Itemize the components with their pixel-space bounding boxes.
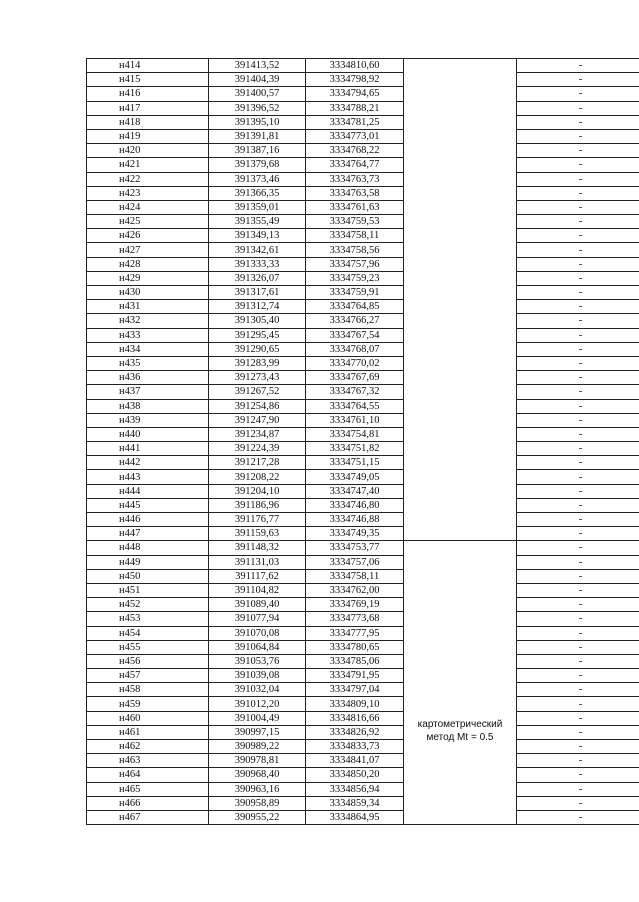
x-coordinate-cell: 391317,61 [209,286,306,300]
y-coordinate-cell: 3334816,66 [306,711,404,725]
error-cell: - [517,640,639,654]
x-coordinate-cell: 391413,52 [209,59,306,73]
y-coordinate-cell: 3334767,69 [306,371,404,385]
coordinates-table [86,58,639,825]
y-coordinate-cell: 3334763,73 [306,172,404,186]
table-row [87,371,639,385]
y-coordinate-cell: 3334764,55 [306,399,404,413]
error-cell: - [517,513,639,527]
x-coordinate-cell: 391148,32 [209,541,306,555]
y-coordinate-cell: 3334785,06 [306,654,404,668]
table-row [87,286,639,300]
table-row [87,356,639,370]
x-coordinate-cell: 391349,13 [209,229,306,243]
y-coordinate-cell: 3334761,10 [306,413,404,427]
x-coordinate-cell: 391333,33 [209,257,306,271]
point-name-cell: н463 [87,754,209,768]
point-name-cell: н443 [87,470,209,484]
point-name-cell: н432 [87,314,209,328]
x-coordinate-cell: 390978,81 [209,754,306,768]
point-name-cell: н441 [87,442,209,456]
x-coordinate-cell: 391267,52 [209,385,306,399]
x-coordinate-cell: 391387,16 [209,144,306,158]
point-name-cell: н414 [87,59,209,73]
point-name-cell: н430 [87,286,209,300]
y-coordinate-cell: 3334757,96 [306,257,404,271]
table-row [87,172,639,186]
table-row [87,796,639,810]
point-name-cell: н419 [87,129,209,143]
point-name-cell: н436 [87,371,209,385]
y-coordinate-cell: 3334766,27 [306,314,404,328]
error-cell: - [517,286,639,300]
point-name-cell: н466 [87,796,209,810]
table-row [87,243,639,257]
method-line-2: метод Mt = 0.5 [426,731,494,743]
y-coordinate-cell: 3334826,92 [306,725,404,739]
point-name-cell: н416 [87,87,209,101]
error-cell: - [517,229,639,243]
x-coordinate-cell: 391176,77 [209,513,306,527]
table-row [87,215,639,229]
y-coordinate-cell: 3334746,88 [306,513,404,527]
point-name-cell: н439 [87,413,209,427]
error-cell: - [517,59,639,73]
table-row [87,598,639,612]
table-row [87,129,639,143]
y-coordinate-cell: 3334767,54 [306,328,404,342]
y-coordinate-cell: 3334809,10 [306,697,404,711]
error-cell: - [517,612,639,626]
table-row [87,456,639,470]
point-name-cell: н440 [87,427,209,441]
error-cell: - [517,385,639,399]
error-cell: - [517,129,639,143]
table-row [87,626,639,640]
error-cell: - [517,782,639,796]
point-name-cell: н444 [87,484,209,498]
x-coordinate-cell: 390997,15 [209,725,306,739]
table-row [87,229,639,243]
table-row [87,555,639,569]
point-name-cell: н428 [87,257,209,271]
error-cell: - [517,371,639,385]
error-cell: - [517,541,639,555]
error-cell: - [517,200,639,214]
x-coordinate-cell: 391234,87 [209,427,306,441]
point-name-cell: н424 [87,200,209,214]
x-coordinate-cell: 391404,39 [209,73,306,87]
y-coordinate-cell: 3334749,05 [306,470,404,484]
y-coordinate-cell: 3334749,35 [306,527,404,541]
error-cell: - [517,768,639,782]
point-name-cell: н437 [87,385,209,399]
y-coordinate-cell: 3334758,11 [306,229,404,243]
point-name-cell: н453 [87,612,209,626]
table-row [87,87,639,101]
x-coordinate-cell: 391070,08 [209,626,306,640]
point-name-cell: н457 [87,669,209,683]
table-row [87,314,639,328]
x-coordinate-cell: 391224,39 [209,442,306,456]
error-cell: - [517,626,639,640]
point-name-cell: н422 [87,172,209,186]
point-name-cell: н446 [87,513,209,527]
table-row [87,442,639,456]
y-coordinate-cell: 3334788,21 [306,101,404,115]
error-cell: - [517,342,639,356]
x-coordinate-cell: 391395,10 [209,115,306,129]
point-name-cell: н450 [87,569,209,583]
point-name-cell: н420 [87,144,209,158]
method-text [404,622,516,744]
point-name-cell: н417 [87,101,209,115]
x-coordinate-cell: 391208,22 [209,470,306,484]
point-name-cell: н459 [87,697,209,711]
x-coordinate-cell: 391117,62 [209,569,306,583]
y-coordinate-cell: 3334841,07 [306,754,404,768]
table-row [87,158,639,172]
x-coordinate-cell: 391373,46 [209,172,306,186]
error-cell: - [517,754,639,768]
y-coordinate-cell: 3334746,80 [306,498,404,512]
table-row [87,101,639,115]
point-name-cell: н458 [87,683,209,697]
point-name-cell: н460 [87,711,209,725]
coordinates-table-body [87,59,639,825]
y-coordinate-cell: 3334810,60 [306,59,404,73]
point-name-cell: н465 [87,782,209,796]
table-row [87,300,639,314]
x-coordinate-cell: 391064,84 [209,640,306,654]
table-row [87,683,639,697]
table-row [87,569,639,583]
error-cell: - [517,697,639,711]
x-coordinate-cell: 391089,40 [209,598,306,612]
table-row [87,541,639,555]
table-row [87,697,639,711]
x-coordinate-cell: 390989,22 [209,740,306,754]
x-coordinate-cell: 391366,35 [209,186,306,200]
error-cell: - [517,356,639,370]
error-cell: - [517,740,639,754]
point-name-cell: н442 [87,456,209,470]
table-row [87,484,639,498]
y-coordinate-cell: 3334763,58 [306,186,404,200]
error-cell: - [517,271,639,285]
x-coordinate-cell: 391295,45 [209,328,306,342]
x-coordinate-cell: 391290,65 [209,342,306,356]
x-coordinate-cell: 391217,28 [209,456,306,470]
y-coordinate-cell: 3334770,02 [306,356,404,370]
error-cell: - [517,158,639,172]
error-cell: - [517,583,639,597]
table-row [87,470,639,484]
error-cell: - [517,683,639,697]
y-coordinate-cell: 3334773,01 [306,129,404,143]
y-coordinate-cell: 3334754,81 [306,427,404,441]
error-cell: - [517,257,639,271]
y-coordinate-cell: 3334777,95 [306,626,404,640]
error-cell: - [517,669,639,683]
point-name-cell: н461 [87,725,209,739]
point-name-cell: н452 [87,598,209,612]
y-coordinate-cell: 3334864,95 [306,810,404,824]
x-coordinate-cell: 391342,61 [209,243,306,257]
point-name-cell: н445 [87,498,209,512]
error-cell: - [517,470,639,484]
point-name-cell: н454 [87,626,209,640]
y-coordinate-cell: 3334761,63 [306,200,404,214]
table-row [87,413,639,427]
error-cell: - [517,711,639,725]
table-row [87,342,639,356]
x-coordinate-cell: 391159,63 [209,527,306,541]
table-row [87,654,639,668]
error-cell: - [517,527,639,541]
y-coordinate-cell: 3334773,68 [306,612,404,626]
table-row [87,810,639,824]
y-coordinate-cell: 3334856,94 [306,782,404,796]
y-coordinate-cell: 3334764,77 [306,158,404,172]
y-coordinate-cell: 3334759,91 [306,286,404,300]
error-cell: - [517,427,639,441]
x-coordinate-cell: 390955,22 [209,810,306,824]
error-cell: - [517,654,639,668]
error-cell: - [517,144,639,158]
y-coordinate-cell: 3334767,32 [306,385,404,399]
x-coordinate-cell: 391131,03 [209,555,306,569]
y-coordinate-cell: 3334769,19 [306,598,404,612]
table-row [87,144,639,158]
y-coordinate-cell: 3334762,00 [306,583,404,597]
error-cell: - [517,172,639,186]
table-row [87,711,639,725]
table-row [87,640,639,654]
method-line-1: картометрический [417,718,503,730]
y-coordinate-cell: 3334859,34 [306,796,404,810]
table-row [87,385,639,399]
error-cell: - [517,87,639,101]
error-cell: - [517,101,639,115]
table-row [87,669,639,683]
error-cell: - [517,328,639,342]
error-cell: - [517,399,639,413]
table-row [87,768,639,782]
table-row [87,754,639,768]
y-coordinate-cell: 3334747,40 [306,484,404,498]
error-cell: - [517,598,639,612]
point-name-cell: н462 [87,740,209,754]
y-coordinate-cell: 3334751,15 [306,456,404,470]
point-name-cell: н433 [87,328,209,342]
table-row [87,740,639,754]
x-coordinate-cell: 391312,74 [209,300,306,314]
table-row [87,612,639,626]
error-cell: - [517,456,639,470]
error-cell: - [517,725,639,739]
error-cell: - [517,484,639,498]
x-coordinate-cell: 391396,52 [209,101,306,115]
table-row [87,115,639,129]
y-coordinate-cell: 3334768,22 [306,144,404,158]
point-name-cell: н426 [87,229,209,243]
point-name-cell: н431 [87,300,209,314]
x-coordinate-cell: 391379,68 [209,158,306,172]
error-cell: - [517,498,639,512]
x-coordinate-cell: 391359,01 [209,200,306,214]
y-coordinate-cell: 3334794,65 [306,87,404,101]
point-name-cell: н427 [87,243,209,257]
y-coordinate-cell: 3334759,23 [306,271,404,285]
point-name-cell: н451 [87,583,209,597]
table-row [87,257,639,271]
x-coordinate-cell: 391326,07 [209,271,306,285]
point-name-cell: н421 [87,158,209,172]
x-coordinate-cell: 390958,89 [209,796,306,810]
x-coordinate-cell: 391053,76 [209,654,306,668]
x-coordinate-cell: 391305,40 [209,314,306,328]
x-coordinate-cell: 391247,90 [209,413,306,427]
point-name-cell: н435 [87,356,209,370]
error-cell: - [517,442,639,456]
point-name-cell: н423 [87,186,209,200]
error-cell: - [517,555,639,569]
y-coordinate-cell: 3334751,82 [306,442,404,456]
x-coordinate-cell: 391004,49 [209,711,306,725]
x-coordinate-cell: 391273,43 [209,371,306,385]
table-row [87,200,639,214]
error-cell: - [517,215,639,229]
point-name-cell: н456 [87,654,209,668]
y-coordinate-cell: 3334757,06 [306,555,404,569]
point-name-cell: н449 [87,555,209,569]
x-coordinate-cell: 391204,10 [209,484,306,498]
y-coordinate-cell: 3334833,73 [306,740,404,754]
point-name-cell: н429 [87,271,209,285]
error-cell: - [517,569,639,583]
x-coordinate-cell: 391283,99 [209,356,306,370]
y-coordinate-cell: 3334759,53 [306,215,404,229]
point-name-cell: н464 [87,768,209,782]
y-coordinate-cell: 3334797,04 [306,683,404,697]
x-coordinate-cell: 391355,49 [209,215,306,229]
method-cell [404,541,517,825]
table-row [87,782,639,796]
table-row [87,498,639,512]
y-coordinate-cell: 3334764,85 [306,300,404,314]
error-cell: - [517,314,639,328]
y-coordinate-cell: 3334780,65 [306,640,404,654]
table-row [87,328,639,342]
x-coordinate-cell: 391039,08 [209,669,306,683]
error-cell: - [517,413,639,427]
point-name-cell: н425 [87,215,209,229]
error-cell: - [517,810,639,824]
x-coordinate-cell: 391254,86 [209,399,306,413]
error-cell: - [517,73,639,87]
y-coordinate-cell: 3334781,25 [306,115,404,129]
point-name-cell: н434 [87,342,209,356]
y-coordinate-cell: 3334768,07 [306,342,404,356]
y-coordinate-cell: 3334798,92 [306,73,404,87]
table-row [87,59,639,73]
error-cell: - [517,796,639,810]
point-name-cell: н447 [87,527,209,541]
table-row [87,583,639,597]
x-coordinate-cell: 391186,96 [209,498,306,512]
point-name-cell: н455 [87,640,209,654]
table-row [87,527,639,541]
x-coordinate-cell: 391400,57 [209,87,306,101]
y-coordinate-cell: 3334758,56 [306,243,404,257]
y-coordinate-cell: 3334850,20 [306,768,404,782]
table-row [87,399,639,413]
table-row [87,73,639,87]
x-coordinate-cell: 391077,94 [209,612,306,626]
x-coordinate-cell: 391032,04 [209,683,306,697]
x-coordinate-cell: 390963,16 [209,782,306,796]
error-cell: - [517,300,639,314]
x-coordinate-cell: 391391,81 [209,129,306,143]
y-coordinate-cell: 3334758,11 [306,569,404,583]
error-cell: - [517,115,639,129]
table-row [87,513,639,527]
point-name-cell: н467 [87,810,209,824]
point-name-cell: н438 [87,399,209,413]
table-row [87,271,639,285]
point-name-cell: н448 [87,541,209,555]
x-coordinate-cell: 391104,82 [209,583,306,597]
x-coordinate-cell: 390968,40 [209,768,306,782]
error-cell: - [517,243,639,257]
y-coordinate-cell: 3334753,77 [306,541,404,555]
x-coordinate-cell: 391012,20 [209,697,306,711]
error-cell: - [517,186,639,200]
table-row [87,427,639,441]
y-coordinate-cell: 3334791,95 [306,669,404,683]
method-cell-empty [404,59,517,541]
table-row [87,725,639,739]
point-name-cell: н418 [87,115,209,129]
point-name-cell: н415 [87,73,209,87]
table-row [87,186,639,200]
